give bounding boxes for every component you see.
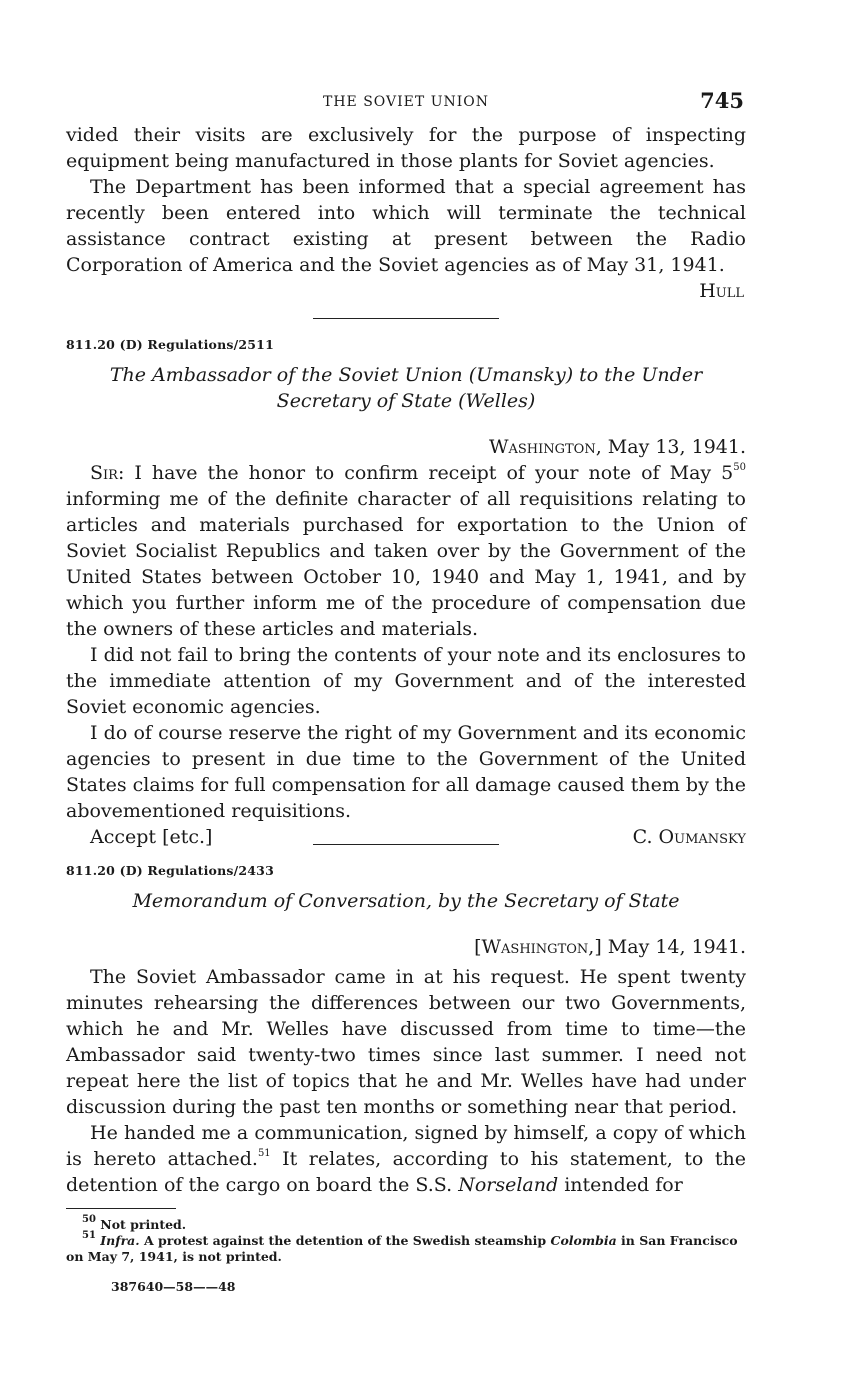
memo-text: intended for — [558, 1174, 683, 1196]
page-number: 745 — [700, 88, 744, 113]
document-title: The Ambassador of the Soviet Union (Umansky) to the Under Secretary of State (Welles) — [109, 364, 703, 412]
section-divider — [313, 844, 499, 845]
letter-paragraph: I did not fail to bring the contents of your note and its enclosures to the immediate attention of my Government and of the interested Soviet economic agencies. — [66, 644, 746, 718]
footnote-text: Not printed. — [100, 1217, 187, 1232]
memo-paragraph: The Soviet Ambassador came in at his request. He spent twenty minutes rehearsing the differences between our two Governments, which he and Mr. Welles have discussed from time to time—the Ambassador said twenty-two times since last summer. I need not repeat here the list of topics that he and Mr. Welles have had under discussion during the past ten months or something near that period. — [66, 966, 746, 1118]
closing: Accept [etc.] — [90, 826, 213, 848]
document-reference: 811.20 (D) Regulations/2433 — [66, 863, 274, 878]
document-reference: 811.20 (D) Regulations/2511 — [66, 337, 274, 352]
signature-hull: Hull — [699, 280, 744, 302]
footnote-text: in San Francisco on May 7, 1941, is not printed. — [66, 1233, 738, 1264]
continued-paragraph: vided their visits are exclusively for the purpose of inspecting equipment being manufactured in those plants for Soviet agencies. — [66, 124, 746, 172]
letter-paragraph: I do of course reserve the right of my Government and its economic agencies to present in due time to the Government of the United States claims for full compensation for all damage caused them by the abovementioned requisitions. — [66, 722, 746, 822]
footnote-ship: Colombia — [550, 1233, 617, 1248]
footnote-text: A protest against the detention of the Swedish steamship — [139, 1233, 551, 1248]
dateline-bracket: [ — [474, 936, 482, 958]
letter-paragraph — [66, 460, 746, 642]
signature-oumansky: C. Oumansky — [632, 826, 746, 848]
footnote-rule — [66, 1208, 176, 1209]
footnote-number: 51 — [82, 1229, 96, 1241]
footnote-infra: Infra. — [100, 1233, 140, 1248]
dateline — [66, 934, 746, 960]
print-code: 387640—58——48 — [111, 1279, 236, 1294]
footnote-51 — [66, 1229, 746, 1265]
document-page — [66, 82, 746, 1294]
section-divider — [313, 318, 499, 319]
letter-text: I have the honor to confirm receipt of your note of May 5 — [124, 462, 734, 484]
footnote-number: 50 — [82, 1213, 96, 1225]
dateline-date: ] May 14, 1941. — [594, 936, 746, 958]
dateline-place: Washington, — [488, 436, 602, 458]
footnote-ref: 50 — [733, 461, 746, 473]
ship-name: Norseland — [458, 1174, 559, 1196]
paragraph: The Department has been informed that a special agreement has recently been entered into which will terminate the technical assistance contract existing at present between the Radio Corporation of America and the Soviet agencies as of May 31, 1941. — [66, 176, 746, 276]
memo-text: He handed me a communication, signed by himself, a copy of which is hereto attached. — [66, 1122, 746, 1170]
footnote-50 — [66, 1213, 746, 1233]
footnote-ref: 51 — [257, 1147, 271, 1159]
dateline — [66, 434, 746, 460]
document-title: Memorandum of Conversation, by the Secretary of State — [132, 890, 680, 912]
running-title: THE SOVIET UNION — [323, 94, 489, 110]
dateline-place: Washington, — [481, 936, 595, 958]
salutation: Sir: — [90, 462, 125, 484]
memo-paragraph — [66, 1120, 746, 1198]
dateline-date: May 13, 1941. — [601, 436, 746, 458]
memo-text: It relates, according to his statement, to the detention of the cargo on board the S.S. — [66, 1148, 746, 1196]
closing-row — [66, 824, 746, 850]
letter-text: informing me of the definite character of all requisitions relating to articles and materials purchased for exportation to the Union of Soviet Socialist Republics and taken over by the Government of the United States between October 10, 1940 and May 1, 1941, and by which you further inform me of the procedure of compensation due the owners of these articles and materials. — [66, 488, 746, 640]
page-header — [66, 82, 746, 122]
